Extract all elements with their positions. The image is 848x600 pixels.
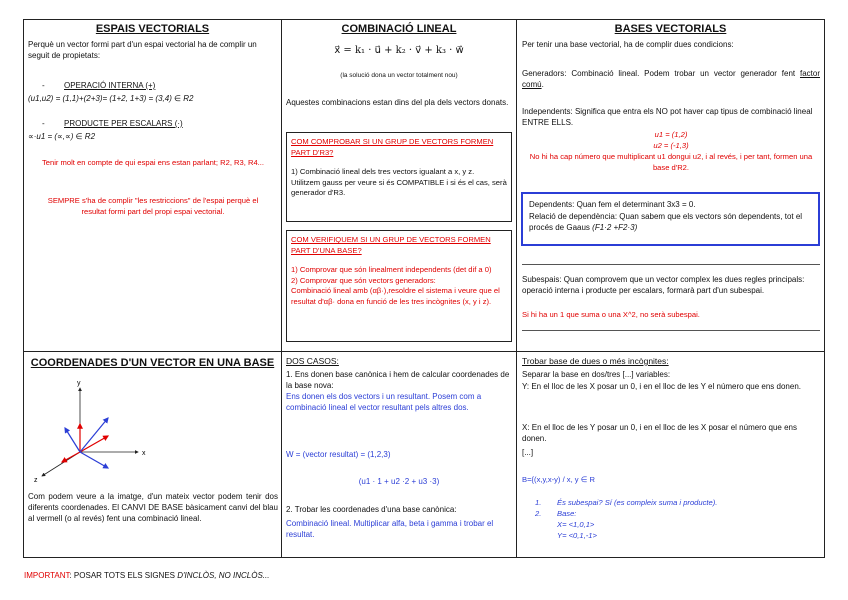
label-x: x	[142, 450, 146, 457]
combinacio-lineal-section	[281, 19, 517, 352]
op-int-title: OPERACIÓ INTERNA (+)	[64, 81, 156, 90]
divider-bottom	[522, 330, 820, 331]
q2-text: Base:	[557, 509, 577, 518]
dos-casos-section	[281, 351, 517, 558]
factor-comu: factor comú	[522, 69, 820, 89]
base-set: B={(x,y,x-y) / x, y ∈ R	[522, 475, 595, 484]
q1-text: És subespai? Sí (es compleix suma i producte).	[557, 498, 718, 507]
casos-title: DOS CASOS:	[286, 356, 339, 366]
subespais-note: Si hi ha un 1 que suma o una X^2, no serà subespai.	[522, 310, 700, 319]
trobar-line-1: Separar la base en dos/tres [...] variables:	[522, 370, 671, 379]
y-vector: Y= <0,1,-1>	[557, 531, 597, 540]
sum-equation: (u1 · 1 + u2 ·2 + u3 ·3)	[358, 477, 440, 486]
dependents-line-1: Dependents: Quan fem el determinant 3x3 = 0.	[529, 200, 696, 209]
blue-vector-2	[80, 418, 108, 452]
cas-2-desc: Combinació lineal. Multiplicar alfa, beta i gamma i trobar el resultat.	[286, 519, 494, 539]
u1-vector: u1 = (1,2)	[654, 130, 688, 139]
trobar-title: Trobar base de dues o més incògnites:	[522, 356, 669, 366]
coordenades-title: COORDENADES D'UN VECTOR EN UNA BASE	[30, 357, 275, 369]
combinacio-title: COMBINACIÓ LINEAL	[341, 23, 457, 35]
espais-note-2: SEMPRE s'ha de complir "les restriccions" de l'espai perquè el resultat formi part del propi espai vectorial.	[47, 196, 259, 216]
bases-title: BASES VECTORIALS	[614, 23, 727, 35]
trobar-base-section	[516, 351, 825, 558]
q1-number: 1.	[535, 498, 542, 507]
combinacio-formula: x⃗ = k₁ · u⃗ + k₂ · v⃗ + k₃ · w⃗	[334, 45, 464, 56]
red-vector-x	[80, 436, 108, 452]
combinacio-caption: (la solució dona un vector totalment nou)	[340, 72, 458, 79]
bases-intro: Per tenir una base vectorial, ha de complir dues condicions:	[522, 40, 734, 49]
gauss-formula: (F1·2 +F2·3)	[592, 223, 638, 232]
independents-label: Independents	[522, 107, 571, 116]
box-r3-text: 1) Combinació lineal dels tres vectors igualant a x, y z. Utilitzem gauss per veure si és COMPATIBLE i si és el cas, serà generador d'R3.	[291, 167, 507, 197]
blue-vector-3	[80, 452, 108, 468]
q2-number: 2.	[535, 509, 542, 518]
label-z: z	[34, 477, 38, 484]
box-base	[286, 230, 512, 342]
w-equation: W = (vector resultat) = (1,2,3)	[286, 450, 391, 459]
box-base-text: 1) Comprovar que són linealment independents (det dif a 0) 2) Comprovar que són vectors generadors: Combinació lineal amb (αβ·),resoldre el sistema i veure que el resultat d'αβ· dona en funció de les tres incògnites (x, y i z).	[291, 265, 500, 306]
op-int-bullet: -	[42, 81, 45, 90]
prod-title: PRODUCTE PER ESCALARS (·)	[64, 119, 183, 128]
coordenades-text: Com podem veure a la imatge, d'un mateix vector podem tenir dos diferents coordenades. El CANVI DE BASE bàsicament canvi del blau al vermell (o al revés) fent una combinació lineal.	[28, 492, 278, 523]
cas-1-desc: Ens donen els dos vectors i un resultant. Posem com a combinació lineal el vector resultant pels altres dos.	[286, 392, 482, 412]
trobar-ellipsis: [...]	[522, 448, 534, 457]
espais-title: ESPAIS VECTORIALS	[95, 23, 210, 35]
trobar-line-3: X: En el lloc de les Y posar un 0, i en el lloc de les X posar el número que ens donen.	[522, 423, 797, 443]
prod-bullet: -	[42, 119, 45, 128]
espais-note-1: Tenir molt en compte de qui espai ens estan parlant; R2, R3, R4...	[41, 158, 265, 167]
blue-vector-1	[65, 428, 80, 452]
box-r3-title: COM COMPROBAR SI UN GRUP DE VECTORS FORMEN PART D'R3?	[291, 137, 494, 157]
important-footer: IMPORTANT: POSAR TOTS ELS SIGNES D'INCLÒS, NO INCLÒS...	[24, 571, 270, 580]
prod-equation: ∝·u1 = (∝,∝) ∈ R2	[28, 132, 96, 141]
basis-vectors-diagram	[30, 376, 160, 486]
generadors-text: Generadors: Combinació lineal. Podem trobar un vector generador fent factor comú.	[522, 69, 820, 89]
generadors-label: Generadors	[522, 69, 565, 78]
divider-top	[522, 264, 820, 265]
label-y: y	[77, 380, 81, 387]
red-vector-z	[62, 452, 80, 462]
u2-vector: u2 = (-1,3)	[653, 141, 689, 150]
important-label: IMPORTANT	[24, 571, 70, 580]
cas-2: 2. Trobar les coordenades d'una base canònica:	[286, 505, 457, 514]
independents-text: Independents: Significa que entra els NO pot haver cap tipus de combinació lineal ENTRE ELLS.	[522, 107, 813, 127]
coordenades-section	[23, 351, 282, 558]
dependents-box	[521, 192, 820, 246]
bases-vectorials-section	[516, 19, 825, 352]
independents-example: No hi ha cap número que multiplicant u1 dongui u2, i al revés, i per tant, formen una base d'R2.	[529, 152, 813, 172]
op-int-equation: (u1,u2) = (1,1)+(2+3)= (1+2, 1+3) = (3,4) ∈ R2	[28, 94, 194, 103]
box-base-title: COM VERIFIQUEM SI UN GRUP DE VECTORS FORMEN PART D'UNA BASE?	[291, 235, 491, 255]
subespais-text: Subespais: Quan comprovem que un vector complex les dues regles principals: operació interna i producte per escalars, formarà part d'un subespai.	[522, 275, 805, 295]
box-r3	[286, 132, 512, 222]
espais-intro: Perquè un vector formi part d'un espai vectorial ha de complir un seguit de propietats:	[28, 40, 257, 60]
espais-vectorials-section	[23, 19, 282, 352]
trobar-line-2: Y: En el lloc de les X posar un 0, i en el lloc de les Y el número que ens donen.	[522, 382, 801, 391]
cas-1: 1. Ens donen base canònica i hem de calcular coordenades de la base nova:	[286, 370, 510, 390]
x-vector: X= <1,0,1>	[557, 520, 595, 529]
dependents-line-2: Relació de dependència: Quan sabem que els vectors són dependents, tot el procés de Gaaus (F1·2 +F2·3)	[529, 212, 803, 232]
combinacio-desc: Aquestes combinacions estan dins del pla dels vectors donats.	[286, 98, 509, 107]
